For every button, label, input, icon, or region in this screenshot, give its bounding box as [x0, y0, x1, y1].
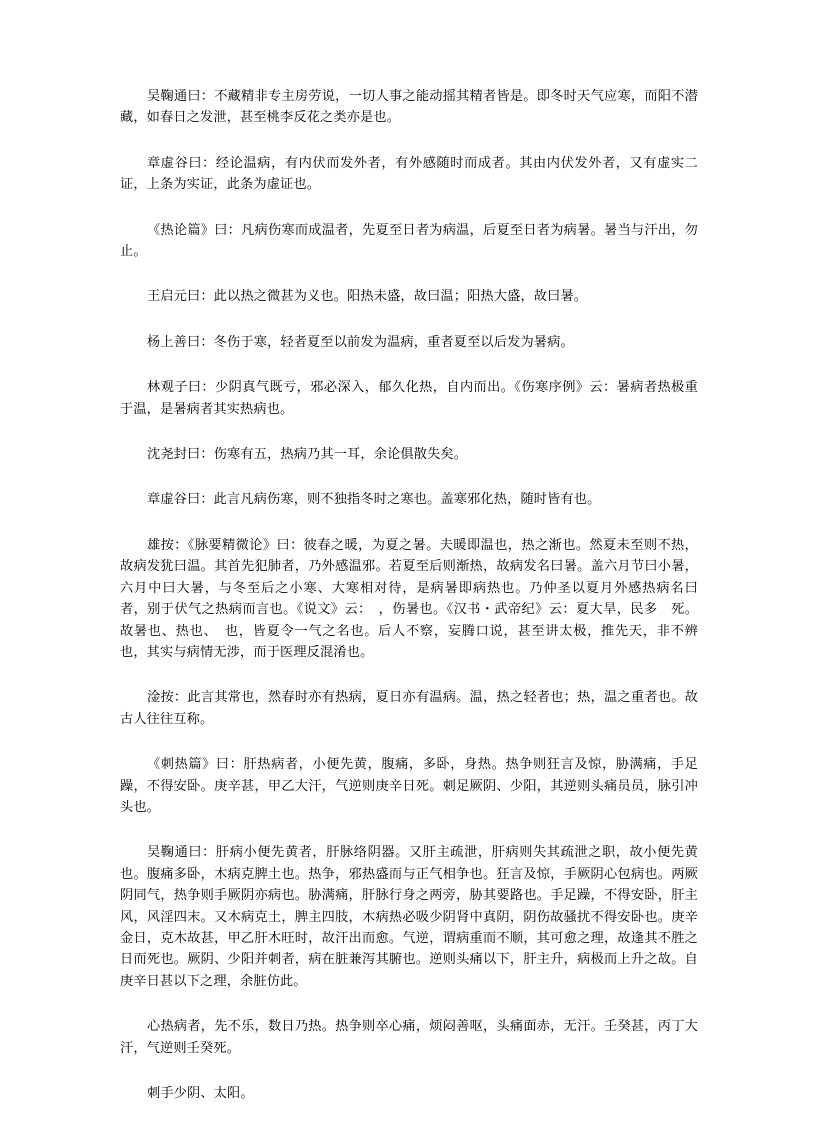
paragraph-5: 杨上善曰：冬伤于寒，轻者夏至以前发为温病，重者夏至以后发为暑病。: [147, 334, 574, 350]
paragraph-8: 章虚谷曰：此言凡病伤寒，则不独指冬时之寒也。盖寒邪化热，随时皆有也。: [147, 492, 601, 508]
paragraph-6: 林观子曰：少阴真气既亏，邪必深入，郁久化热，自内而出。《伤寒序例》云：暑病者热极重于温，是暑病者其实热病也。: [120, 380, 698, 417]
paragraph-2: 章虚谷曰：经论温病，有内伏而发外者，有外感随时而成者。其由内伏发外者，又有虚实二证，上条为实证，此条为虚证也。: [120, 155, 698, 193]
paragraph-12: 吴鞠通曰：肝病小便先黄者，肝脉络阴器。又肝主疏泄，肝病则失其疏泄之职，故小便先黄也。腹痛多卧，木病克脾土也。热争，邪热盛而与正气相争也。狂言及惊，手厥阴心包病也。两厥阴同气，热争则手厥阴亦病也。胁满痛，肝脉行身之两旁，胁其要路也。手足躁，不得安卧，肝主风，风淫四末。又木病克土，脾主四肢，木病热必吸少阴肾中真阴，阴伤故骚扰不得安卧也。庚辛金日，克木故甚，甲乙肝木旺时，故汗出而愈。气逆，谓病重而不顺，其可愈之理，故逢其不胜之日而死也。厥阴、少阳并刺者，病在脏兼泻其腑也。逆则头痛以下，肝主升，病极而上升之故。自庚辛日甚以下之理，余脏仿此。: [120, 845, 698, 989]
paragraph-14: 刺手少阴、太阳。: [147, 1086, 254, 1101]
paragraph-1: 吴鞠通曰：不藏精非专主房劳说，一切人事之能动摇其精者皆是。即冬时天气应寒，而阳不潜藏，如春日之发泄，甚至桃李反花之类亦是也。: [120, 89, 698, 126]
paragraph-3: 《热论篇》曰：凡病伤寒而成温者，先夏至日者为病温，后夏至日者为病暑。暑当与汗出，勿止。: [120, 222, 698, 260]
paragraph-10: 淦按：此言其常也，然春时亦有热病，夏日亦有温病。温，热之轻者也；热，温之重者也。故古人往往互称。: [120, 690, 698, 727]
document-body: [120, 86, 712, 1128]
paragraph-11: 《刺热篇》曰：肝热病者，小便先黄，腹痛，多卧，身热。热争则狂言及惊，胁满痛，手足躁，不得安卧。庚辛甚，甲乙大汗，气逆则庚辛日死。刺足厥阴、少阳，其逆则头痛员员，脉引冲头也。: [120, 757, 698, 815]
paragraph-13: 心热病者，先不乐，数日乃热。热争则卒心痛，烦闷善呕，头痛面赤，无汗。壬癸甚，丙丁大汗，气逆则壬癸死。: [120, 1019, 698, 1056]
paragraph-9: 雄按：《脉要精微论》曰：彼春之暖，为夏之暑。夫暖即温也，热之渐也。然夏未至则不热，故病发犹曰温。其首先犯肺者，乃外感温邪。若夏至后则渐热，故病发名曰暑。盖六月节曰小暑，六月中曰大暑，与冬至后之小寒、大寒相对待，是病暑即病热也。乃仲圣以夏月外感热病名曰 者，别于伏气之热病而言也。《说文》云： ，伤暑也。《汉书・武帝纪》云：夏大旱，民多 死。故暑也、热也、 也，皆夏令一气之名也。后人不察，妄腾口说，甚至讲太极，推先天，非不辨也，其实与病情无涉，而于医理反混淆也。: [120, 537, 712, 660]
paragraph-7: 沈尧封曰：伤寒有五，热病乃其一耳，余论俱散失矣。: [147, 447, 468, 463]
paragraph-4: 王启元曰：此以热之微甚为义也。阳热未盛，故曰温；阳热大盛，故曰暑。: [147, 289, 588, 305]
